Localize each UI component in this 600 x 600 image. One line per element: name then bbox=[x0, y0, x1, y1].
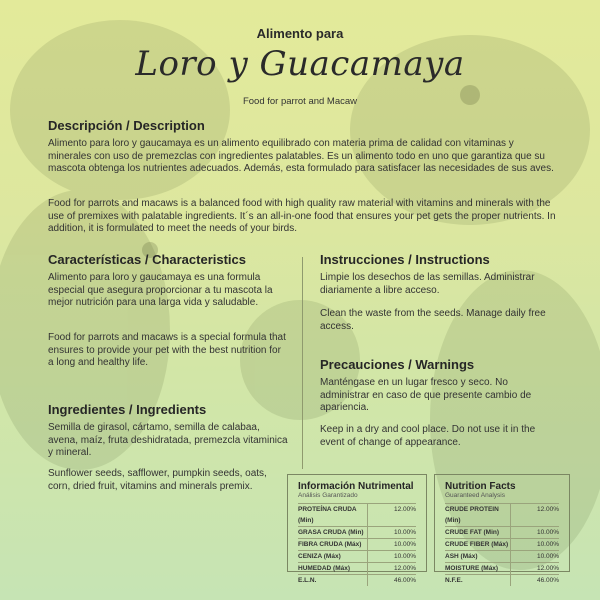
nutrient-value: 10.00% bbox=[510, 551, 559, 562]
nutrient-label: E.L.N. bbox=[298, 577, 317, 584]
ingredients-es: Semilla de girasol, cártamo, semilla de calabaa, avena, maíz, fruta deshidratada, premezcla vitaminica y mineral. bbox=[48, 422, 288, 458]
title-line: Alimento para bbox=[256, 26, 344, 41]
subtitle: Food for parrot and Macaw bbox=[242, 96, 358, 107]
nutrient-label: CRUDE PROTEIN (Min) bbox=[445, 506, 499, 524]
table-row bbox=[298, 550, 416, 562]
description-heading: Descripción / Description bbox=[48, 118, 205, 133]
nutrient-value: 46.00% bbox=[367, 575, 416, 586]
nutrient-label: GRASA CRUDA (Min) bbox=[298, 529, 364, 536]
table-row bbox=[298, 574, 416, 586]
characteristics-heading: Características / Characteristics bbox=[48, 252, 247, 267]
table-row bbox=[445, 574, 559, 586]
table-row bbox=[298, 503, 416, 526]
nutrition-table-en-title: Nutrition Facts bbox=[445, 481, 516, 492]
nutrient-value: 46.00% bbox=[510, 575, 559, 586]
nutrient-label: CENIZA (Máx) bbox=[298, 553, 341, 560]
nutrition-table-es-title: Información Nutrimental bbox=[298, 481, 414, 492]
instructions-heading: Instrucciones / Instructions bbox=[320, 252, 490, 267]
description-en: Food for parrots and macaws is a balanced food with high quality raw material with vitamins and minerals with the use of premixes with palatable ingredients. It´s an all-in-one food that ensures your pet gets the proper nutrients. In addition, it is formulated to meet the needs of your birds. bbox=[48, 198, 556, 234]
column-divider bbox=[302, 257, 303, 469]
warnings-en: Keep in a dry and cool place. Do not use it in the event of change of appearance. bbox=[320, 424, 536, 448]
warnings-heading: Precauciones / Warnings bbox=[320, 357, 475, 372]
nutrient-label: MOISTURE (Máx) bbox=[445, 565, 499, 572]
nutrient-value: 12.00% bbox=[510, 504, 559, 526]
nutrition-table-en bbox=[434, 474, 570, 584]
table-row bbox=[445, 503, 559, 526]
table-row bbox=[445, 526, 559, 538]
nutrition-table-es-subtitle: Análisis Garantizado bbox=[298, 492, 358, 499]
table-row bbox=[445, 550, 559, 562]
nutrient-label: CRUDE FIBER (Máx) bbox=[445, 541, 509, 548]
nutrient-label: CRUDE FAT (Min) bbox=[445, 529, 500, 536]
table-row bbox=[445, 562, 559, 574]
nutrient-label: N.F.E. bbox=[445, 577, 463, 584]
nutrient-value: 12.00% bbox=[367, 563, 416, 574]
ingredients-heading: Ingredientes / Ingredients bbox=[48, 402, 207, 417]
nutrient-value: 10.00% bbox=[367, 539, 416, 550]
description-es: Alimento para loro y gaucamaya es un alimento equilibrado con materia prima de calidad con vitaminas y minerales con uso de premezclas con ingredientes palatables. Es un alimento todo en uno que garantiza que su mascota obtenga los nutrientes adecuados. Además, esta formulado para satisfacer las necesidades de sus aves. bbox=[48, 138, 554, 174]
characteristics-en: Food for parrots and macaws is a special formula that ensures to provide your pet with the best nutrition for a long and healthy life. bbox=[48, 332, 286, 368]
instructions-en: Clean the waste from the seeds. Manage daily free access. bbox=[320, 308, 546, 332]
table-row bbox=[298, 526, 416, 538]
table-row bbox=[445, 538, 559, 550]
nutrient-value: 12.00% bbox=[367, 504, 416, 526]
table-row bbox=[298, 562, 416, 574]
characteristics-es: Alimento para loro y gaucamaya es una formula especial que asegura proporcionar a tu mascota la mejor nutrición para una larga vida y saludable. bbox=[48, 272, 273, 308]
nutrient-label: ASH (Máx) bbox=[445, 553, 478, 560]
nutrient-value: 10.00% bbox=[367, 551, 416, 562]
nutrient-value: 12.00% bbox=[510, 563, 559, 574]
nutrient-value: 10.00% bbox=[367, 527, 416, 538]
instructions-es: Limpie los desechos de las semillas. Administrar diariamente a libre acceso. bbox=[320, 272, 535, 296]
warnings-es: Manténgase en un lugar fresco y seco. No administrar en caso de que presente cambio de apariencia. bbox=[320, 377, 532, 413]
nutrient-label: HUMEDAD (Máx) bbox=[298, 565, 350, 572]
table-row bbox=[298, 538, 416, 550]
ingredients-en: Sunflower seeds, safflower, pumpkin seeds, oats, corn, dried fruit, vitamins and minerals premix. bbox=[48, 468, 267, 492]
nutrient-value: 10.00% bbox=[510, 527, 559, 538]
nutrition-table-es bbox=[287, 474, 427, 584]
nutrient-label: PROTEÍNA CRUDA (Min) bbox=[298, 506, 357, 524]
nutrient-value: 10.00% bbox=[510, 539, 559, 550]
product-name-script-title: Loro y Guacamaya bbox=[135, 44, 465, 84]
nutrition-table-en-subtitle: Guaranteed Analysis bbox=[445, 492, 505, 499]
nutrient-label: FIBRA CRUDA (Máx) bbox=[298, 541, 362, 548]
